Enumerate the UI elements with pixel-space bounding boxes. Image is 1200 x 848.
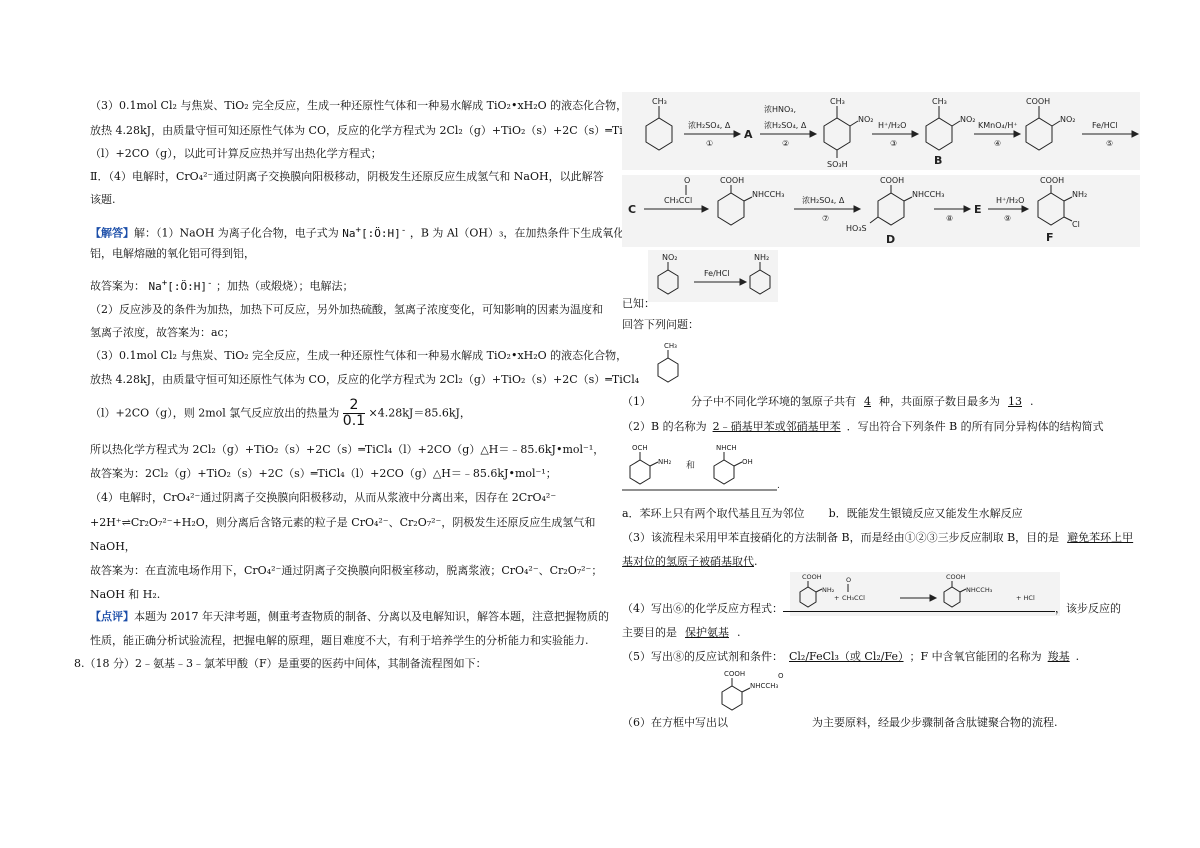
- q6-structure: [712, 664, 802, 718]
- text: （5）写出⑧的反应试剂和条件：: [622, 650, 783, 663]
- answer-blank: 基对位的氢原子被硝基取代: [622, 555, 754, 568]
- right-column: [600, 0, 1200, 848]
- step-9: ⑨: [1004, 214, 1012, 223]
- text-line: 故答案为：2Cl₂（g）+TiO₂（s）+2C（s）═TiCl₄（l）+2CO（g）△H＝﹣85.6kJ•mol⁻¹；: [90, 467, 557, 480]
- text-line: NaOH 和 H₂.: [90, 588, 161, 601]
- known-reaction: [648, 250, 778, 302]
- compound-b: B: [934, 154, 943, 167]
- text: ；F 中含氧官能团的名称为: [909, 650, 1042, 663]
- nhcch3-label: NHCCH₃: [752, 190, 785, 199]
- step-2: ②: [782, 139, 790, 148]
- q1-number: （1）: [622, 395, 651, 408]
- compound-e: E: [974, 203, 982, 216]
- text: （3）该流程未采用甲苯直接硝化的方法制备 B，而是经由①②③三步反应制取 B，目的是: [622, 531, 1060, 544]
- step-7: ⑦: [822, 214, 830, 223]
- nh2-label: NH₂: [658, 458, 672, 466]
- text-line: 放热 4.28kJ，由质量守恒可知还原性气体为 CO，反应的化学方程式为 2Cl₂（g）+TiO₂（s）+2C（s）═TiCl₄: [90, 124, 640, 137]
- ocho-label: OCH: [632, 444, 648, 452]
- text: .: [1075, 650, 1080, 663]
- text-line: 放热 4.28kJ，由质量守恒可知还原性气体为 CO，反应的化学方程式为 2Cl₂（g）+TiO₂（s）+2C（s）═TiCl₄: [90, 373, 640, 386]
- cooh-label: COOH: [1040, 176, 1065, 185]
- questions-intro: 回答下列问题：: [622, 318, 699, 331]
- dianping-tag: 【点评】: [90, 610, 134, 623]
- answer-blank: 避免苯环上甲: [1067, 531, 1134, 544]
- question-3-cont: [622, 555, 758, 569]
- nhcho-label: NHCH: [716, 444, 737, 452]
- text-line: NaOH，: [90, 540, 136, 553]
- answer-blank: 羧基: [1047, 650, 1070, 663]
- comment-line: [90, 610, 609, 624]
- no2-label: NO₂: [960, 115, 976, 124]
- nhcch3-label: NHCCH₃: [750, 682, 779, 690]
- text: （2）B 的名称为: [622, 420, 707, 433]
- step-1: ①: [706, 139, 714, 148]
- fraction-numerator: 2: [343, 398, 365, 414]
- cooh-label: COOH: [802, 573, 822, 581]
- text-line: （2）反应涉及的条件为加热，加热下可反应，另外加热硫酸，氢离子浓度变化，可知影响的因素为温度和: [90, 303, 603, 316]
- synthesis-scheme-row-2: [622, 175, 1140, 247]
- cooh-label: COOH: [1026, 97, 1051, 106]
- ch3-label: CH₃: [932, 97, 947, 106]
- text-line: +2H⁺⇌Cr₂O₇²⁻+H₂O，则分离后含铬元素的粒子是 CrO₄²⁻、Cr₂O₇²⁻，阴极发生还原反应生成氢气和: [90, 516, 596, 529]
- step-5: ⑤: [1106, 139, 1114, 148]
- text: 解：（1）NaOH 为离子化合物，电子式为: [134, 226, 339, 240]
- reagent-4: KMnO₄/H⁺: [978, 121, 1018, 130]
- no2-label: NO₂: [858, 115, 874, 124]
- ch3-label: CH₃: [664, 342, 677, 350]
- toluene-structure: [652, 340, 688, 392]
- text-line: 所以热化学方程式为 2Cl₂（g）+TiO₂（s）+2C（s）═TiCl₄（l）+2CO（g）△H＝﹣85.6kJ•mol⁻¹，: [90, 443, 605, 456]
- isomer-structures: [622, 440, 782, 492]
- nh2-label: NH₂: [1072, 190, 1088, 199]
- compound-f: F: [1046, 231, 1054, 244]
- jieda-tag: 【解答】: [90, 226, 134, 240]
- step-3: ③: [890, 139, 898, 148]
- text-line: Ⅱ．（4）电解时，CrO₄²⁻通过阴离子交换膜向阳极移动，阴极发生还原反应生成氢气和 NaOH，以此解答: [90, 170, 604, 183]
- compound-c: C: [628, 203, 637, 216]
- text: （l）+2CO（g），则 2mol 氯气反应放出的热量为: [90, 406, 340, 420]
- fraction: [343, 398, 365, 429]
- oh-label: OH: [742, 458, 753, 466]
- answer-blank: 4: [864, 395, 871, 408]
- text-line: （l）+2CO（g），以此可计算反应热并写出热化学方程式；: [90, 147, 382, 160]
- answer-blank: 保护氨基: [685, 626, 729, 639]
- text-line: （3）0.1mol Cl₂ 与焦炭、TiO₂ 完全反应，生成一种还原性气体和一种易水解成 TiO₂•xH₂O 的液态化合物，: [90, 99, 628, 112]
- question-4: [622, 602, 1121, 616]
- reagent-7: 浓H₂SO₄, Δ: [802, 196, 845, 205]
- text: ．写出符合下列条件 B 的所有同分异构体的结构简式: [846, 420, 1104, 433]
- condition-b: b．既能发生银镜反应又能发生水解反应: [828, 507, 1023, 520]
- nh2-label: NH₂: [822, 586, 835, 594]
- reagent-9: H⁺/H₂O: [996, 196, 1025, 205]
- electron-formula-naoh: Na+[:Ö:H]-: [342, 224, 407, 240]
- text: ；加热（或煅烧）；电解法；: [216, 279, 354, 293]
- text: ，B 为 Al（OH）₃，在加热条件下生成氧化: [409, 226, 625, 240]
- text: 本题为 2017 年天津考题，侧重考查物质的制备、分离以及电解知识，解答本题，注意把握物质的: [134, 610, 609, 623]
- text-line: 该题.: [90, 193, 116, 206]
- text-line: （3）0.1mol Cl₂ 与焦炭、TiO₂ 完全反应，生成一种还原性气体和一种易水解成 TiO₂•xH₂O 的液态化合物，: [90, 349, 628, 362]
- ch3-label: CH₃: [652, 97, 667, 106]
- compound-d: D: [886, 233, 896, 246]
- step-4: ④: [994, 139, 1002, 148]
- hcl-label: + HCl: [1016, 594, 1035, 602]
- ch3-label: CH₃: [830, 97, 845, 106]
- step-8: ⑧: [946, 214, 954, 223]
- acyl-chloride: CH₃CCl: [842, 594, 865, 602]
- answer-line: [90, 398, 471, 429]
- no2-label: NO₂: [1060, 115, 1076, 124]
- answer-line: [90, 223, 624, 241]
- cl-label: Cl: [1072, 220, 1080, 229]
- reagent-5: Fe/HCl: [1092, 121, 1118, 130]
- text-line: 氢离子浓度，故答案为：ac；: [90, 326, 235, 339]
- fraction-denominator: 0.1: [342, 413, 366, 429]
- text-line: 铝，电解熔融的氧化铝可得到铝，: [90, 247, 255, 260]
- nh2-label: NH₂: [754, 253, 770, 262]
- text: .: [754, 555, 758, 568]
- text: 分子中不同化学环境的氢原子共有: [691, 395, 856, 408]
- text: .: [737, 626, 741, 639]
- cooh-label: COOH: [720, 176, 745, 185]
- cooh-label: COOH: [946, 573, 966, 581]
- o-label: O: [846, 576, 852, 584]
- nhcch3-label: NHCCH₃: [912, 190, 945, 199]
- nhcch3-label: NHCCH₃: [966, 586, 993, 594]
- text: 主要目的是: [622, 626, 677, 639]
- acyl-chloride: CH₃CCl: [664, 196, 693, 205]
- o-label: O: [684, 176, 691, 185]
- text-line: （4）电解时，CrO₄²⁻通过阴离子交换膜向阳极移动，从而从浆液中分离出来，因存在 2CrO₄²⁻: [90, 491, 557, 504]
- answer-line: [90, 276, 354, 294]
- benzene-ring: [646, 118, 672, 150]
- o-label: O: [778, 672, 784, 680]
- answer-blank: Cl₂/FeCl₃（或 Cl₂/Fe）: [789, 650, 904, 663]
- answer-blank: 2﹣硝基甲苯或邻硝基甲苯: [712, 420, 841, 433]
- plus-sign: +: [834, 594, 840, 602]
- answer-blank: 13: [1008, 395, 1022, 408]
- text: 故答案为：: [90, 279, 145, 293]
- compound-a: A: [744, 128, 753, 141]
- text: ，该步反应的: [1055, 602, 1121, 615]
- cooh-label: COOH: [880, 176, 905, 185]
- period: .: [777, 481, 780, 491]
- question-6: [622, 716, 1058, 730]
- known-reagent: Fe/HCl: [704, 269, 730, 278]
- question-2: [622, 420, 1104, 434]
- text: .: [1030, 395, 1034, 408]
- text: 为主要原料，经最少步骤制备含肽键聚合物的流程.: [812, 716, 1058, 729]
- synthesis-scheme-row-1: [622, 92, 1140, 170]
- text: 种，共面原子数目最多为: [879, 395, 1000, 408]
- condition-a: a．苯环上只有两个取代基且互为邻位: [622, 507, 805, 520]
- text: （4）写出⑥的化学反应方程式：: [622, 602, 783, 615]
- reagent-3: H⁺/H₂O: [878, 121, 907, 130]
- text-line: 性质，能正确分析试验流程，把握电解的原理，题目难度不大，有利于培养学生的分析能力和实验能力.: [90, 634, 589, 647]
- and-text: 和: [686, 461, 696, 471]
- question-8-title: 8.（18 分）2﹣氨基﹣3﹣氯苯甲酸（F）是重要的医药中间体，其制备流程图如下：: [74, 657, 487, 670]
- hso3-label: HO₃S: [846, 224, 867, 233]
- text: ×4.28kJ＝85.6kJ，: [368, 406, 471, 420]
- question-1: [622, 395, 1034, 409]
- electron-formula-naoh: Na+[:Ö:H]-: [148, 277, 213, 293]
- question-4-cont: [622, 626, 741, 640]
- reagent-2b: 浓H₂SO₄, Δ: [764, 121, 807, 130]
- question-3: [622, 531, 1133, 545]
- cooh-label: COOH: [724, 670, 746, 678]
- no2-label: NO₂: [662, 253, 678, 262]
- reagent-1: 浓H₂SO₄, Δ: [688, 121, 731, 130]
- q2-condition: [622, 507, 1023, 521]
- text: （6）在方框中写出以: [622, 716, 728, 729]
- known-label: 已知：: [622, 297, 655, 310]
- reagent-2a: 浓HNO₃,: [764, 105, 797, 114]
- text-line: 故答案为：在直流电场作用下，CrO₄²⁻通过阴离子交换膜向阳极室移动，脱离浆液；CrO₄²⁻、Cr₂O₇²⁻；: [90, 564, 603, 577]
- question-5: [622, 650, 1079, 664]
- so3h-label: SO₃H: [827, 160, 848, 169]
